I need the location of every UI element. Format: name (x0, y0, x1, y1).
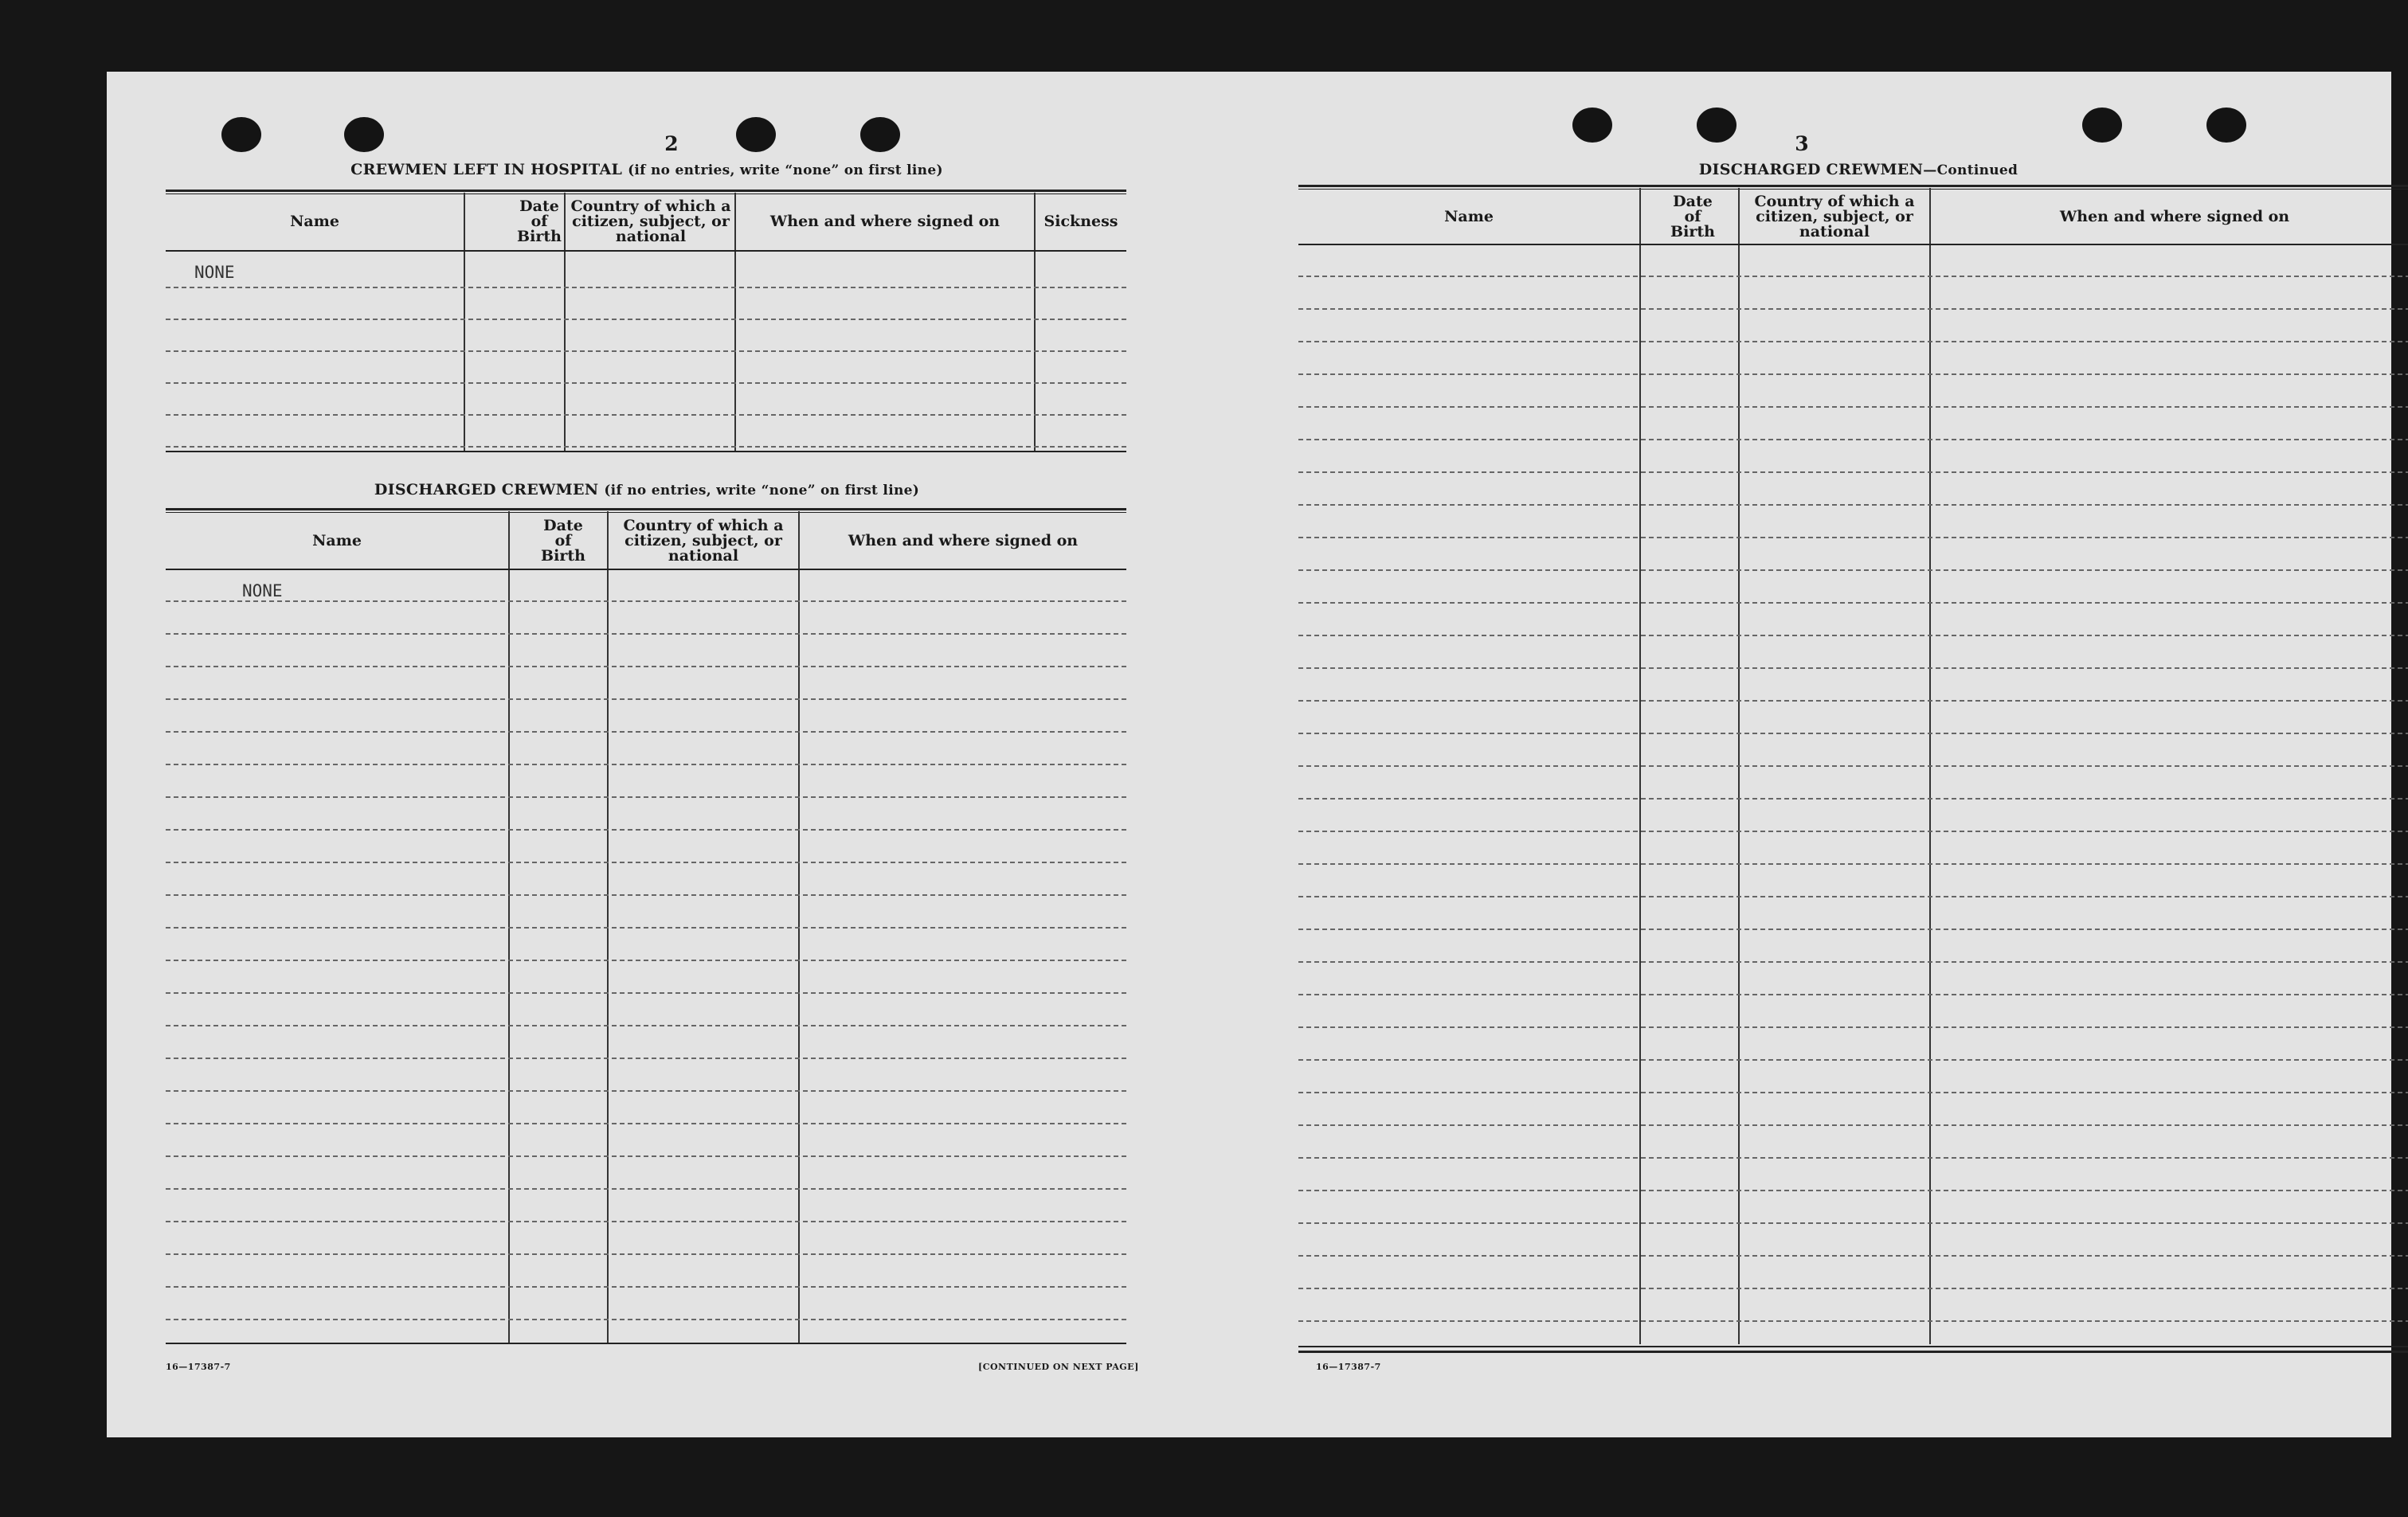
row-line (1298, 602, 2408, 604)
punch-hole (1572, 108, 1612, 143)
right-section-title (1298, 161, 2408, 178)
row-line (1298, 569, 2408, 571)
hospital-entry-none: NONE (194, 263, 235, 282)
row-line (1298, 341, 2408, 342)
discharged-instruction: (if no entries, write “none” on first line) (604, 483, 920, 498)
col-header-country: Country of which a citizen, subject, or national (623, 516, 784, 565)
col-header-date-of-birth: Date of Birth (517, 197, 562, 245)
row-line (166, 829, 1126, 831)
col-header-name: Name (290, 212, 339, 230)
row-line (166, 1253, 1126, 1255)
row-line (1298, 537, 2408, 538)
col-header-signed-on: When and where signed on (848, 531, 1079, 549)
col-header-name: Name (312, 531, 362, 549)
row-line (1298, 1190, 2408, 1191)
row-line (1298, 471, 2408, 473)
col-header-name: Name (1444, 207, 1494, 225)
row-line (166, 1090, 1126, 1092)
row-line (1298, 765, 2408, 767)
row-line (166, 600, 1126, 602)
row-line (1298, 1320, 2408, 1322)
row-line (1298, 1288, 2408, 1289)
row-line (166, 698, 1126, 700)
hospital-instruction: (if no entries, write “none” on first line) (628, 162, 943, 178)
punch-hole (860, 117, 900, 152)
row-line (1298, 994, 2408, 995)
row-line (166, 666, 1126, 667)
hospital-section-title (167, 161, 1126, 178)
row-line (166, 960, 1126, 961)
row-line (166, 1058, 1126, 1059)
row-line (166, 1155, 1126, 1157)
row-line (166, 1221, 1126, 1222)
row-line (1298, 1059, 2408, 1061)
row-line (1298, 831, 2408, 832)
row-line (1298, 961, 2408, 963)
punch-hole (221, 117, 261, 152)
row-line (1298, 1026, 2408, 1028)
page-number-left: 2 (664, 132, 679, 155)
row-line (166, 731, 1126, 733)
form-number-right: 16—17387-7 (1316, 1362, 1381, 1372)
row-line (166, 927, 1126, 929)
punch-hole (1697, 108, 1737, 143)
row-line (1298, 863, 2408, 865)
row-line (1298, 896, 2408, 897)
row-line (1298, 504, 2408, 506)
punch-hole (736, 117, 776, 152)
continued-note: [CONTINUED ON NEXT PAGE] (978, 1362, 1139, 1372)
punch-hole (2082, 108, 2122, 143)
row-line (1298, 733, 2408, 734)
row-line (166, 796, 1126, 798)
discharged-entry-none: NONE (242, 581, 283, 600)
form-sheet (107, 72, 2391, 1437)
row-line (1298, 667, 2408, 669)
row-line (1298, 406, 2408, 408)
col-header-date-of-birth: Date of Birth (541, 516, 585, 565)
row-line (1298, 1124, 2408, 1126)
col-header-signed-on: When and where signed on (2059, 207, 2290, 225)
row-line (166, 764, 1126, 765)
col-header-signed-on: When and where signed on (769, 212, 1000, 230)
row-line (1298, 929, 2408, 930)
row-line (166, 894, 1126, 896)
punch-hole (2206, 108, 2246, 143)
row-line (166, 992, 1126, 994)
discharged-section-title (167, 481, 1126, 498)
col-header-date-of-birth: Date of Birth (1670, 192, 1715, 240)
page-number-right: 3 (1795, 132, 1809, 155)
row-line (1298, 1092, 2408, 1093)
col-header-country: Country of which a citizen, subject, or national (570, 197, 731, 245)
row-line (1298, 373, 2408, 375)
row-line (166, 633, 1126, 635)
row-line (1298, 276, 2408, 277)
row-line (166, 1123, 1126, 1124)
punch-hole (344, 117, 384, 152)
row-line (1298, 798, 2408, 800)
row-line (166, 1319, 1126, 1320)
row-line (1298, 308, 2408, 310)
row-line (1298, 1157, 2408, 1159)
row-line (166, 1025, 1126, 1026)
row-line (166, 1188, 1126, 1190)
row-line (166, 862, 1126, 863)
form-number-left: 16—17387-7 (166, 1362, 231, 1372)
hospital-title-text: CREWMEN LEFT IN HOSPITAL (350, 161, 623, 178)
row-line (1298, 439, 2408, 440)
row-line (1298, 1255, 2408, 1257)
row-line (1298, 635, 2408, 636)
col-header-country: Country of which a citizen, subject, or national (1754, 192, 1915, 240)
right-title-text: DISCHARGED CREWMEN (1698, 161, 1924, 178)
row-line (1298, 1222, 2408, 1224)
col-header-sickness: Sickness (1043, 212, 1118, 230)
discharged-title-text: DISCHARGED CREWMEN (374, 481, 599, 498)
row-line (166, 1286, 1126, 1288)
right-title-suffix: —Continued (1923, 162, 2018, 178)
row-line (1298, 700, 2408, 702)
